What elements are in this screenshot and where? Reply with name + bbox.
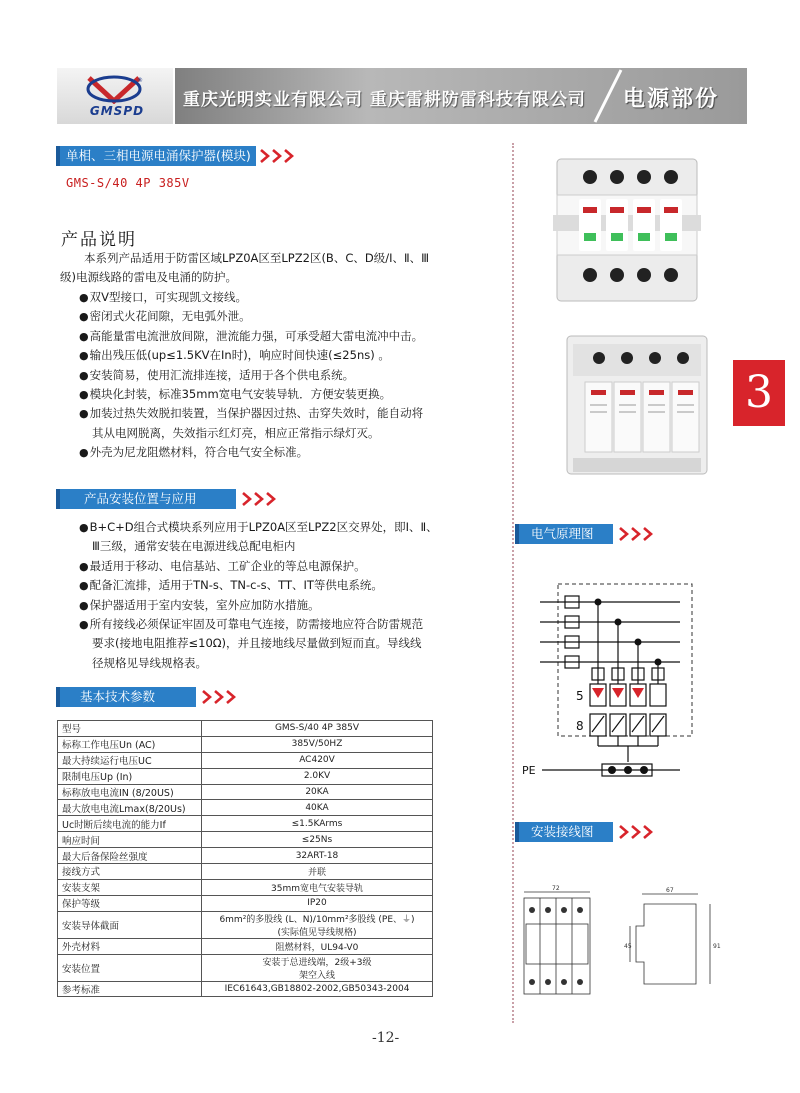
chapter-marker: 3	[733, 360, 785, 426]
spec-value: 20KA	[202, 784, 433, 800]
list-item-continued: 其从电网脱离，失效指示红灯亮，相应正常指示绿灯灭。	[92, 425, 380, 440]
section-title: 电源部份	[623, 87, 720, 112]
spec-value-line: 安装于总进线端，2级+3级	[262, 957, 372, 968]
table-row	[58, 721, 433, 737]
list-item: ● 模块化封装，标准35mm宽电气安装导轨．方便安装更换。	[79, 385, 423, 404]
logo-text: GMSPD	[89, 104, 145, 118]
circuit-schematic	[520, 580, 700, 780]
feature-list	[79, 288, 423, 463]
list-item-continued: Ⅲ三级，通常安装在电源进线总配电柜内	[92, 539, 296, 554]
list-item: ● 安装简易，使用汇流排连接，适用于各个供电系统。	[79, 366, 423, 385]
triple-chevron-icon	[200, 687, 244, 707]
spec-value: 阻燃材料，UL94-V0	[202, 938, 433, 954]
spec-value-line: 架空入线	[298, 970, 335, 981]
page-number: -12-	[372, 1030, 400, 1046]
product-photo-angle	[563, 330, 713, 480]
list-item: ● 配备汇流排，适用于TN-s、TN-c-s、TT、IT等供电系统。	[79, 576, 438, 595]
product-photo-front	[553, 155, 701, 305]
triple-chevron-icon	[240, 489, 284, 509]
spec-value: ≤25Ns	[202, 832, 433, 848]
table-row	[58, 736, 433, 752]
install-tag: 产品安装位置与应用	[60, 489, 236, 509]
list-item: ● 加装过热失效脱扣装置，当保护器因过热、击穿失效时，能自动将	[79, 404, 423, 423]
intro-heading: 产品说明	[61, 230, 137, 250]
spec-table	[57, 720, 433, 997]
wiring-tag: 安装接线图	[519, 822, 613, 842]
intro-line: 本系列产品适用于防雷区域LPZ0A区至LPZ2区(B、C、D级/Ⅰ、Ⅱ、Ⅲ	[84, 251, 430, 265]
dimension-drawings	[514, 884, 744, 1004]
spec-value-line: (实际值见导线规格)	[277, 927, 357, 938]
spec-key: 型号	[58, 721, 202, 737]
spec-value: GMS-S/40 4P 385V	[202, 721, 433, 737]
spec-value: 并联	[202, 864, 433, 880]
spec-key: 响应时间	[58, 832, 202, 848]
spec-key: Uc时断后续电流的能力If	[58, 816, 202, 832]
company-names: 重庆光明实业有限公司 重庆雷耕防雷科技有限公司	[183, 90, 586, 110]
list-item: ● 外壳为尼龙阻燃材料，符合电气安全标准。	[79, 443, 423, 462]
dim-width-72: 72	[552, 885, 560, 892]
spec-value: ≤1.5KArms	[202, 816, 433, 832]
dim-height-45: 45	[624, 943, 632, 950]
dim-width-67: 67	[666, 887, 674, 894]
list-item: ● 高能量雷电流泄放间隙，泄流能力强，可承受超大雷电流冲中击。	[79, 327, 423, 346]
table-row	[58, 800, 433, 816]
principle-tag: 电气原理图	[519, 524, 613, 544]
spec-value: IP20	[202, 895, 433, 911]
table-row	[58, 981, 433, 997]
spec-value: AC420V	[202, 752, 433, 768]
list-item: ● 输出残压低(up≤1.5KV在In时)，响应时间快速(≤25ns) 。	[79, 346, 423, 365]
list-item: ● 所有接线必须保证牢固及可靠电气连接，防需接地应符合防雷规范	[79, 615, 438, 634]
spec-value: 385V/50HZ	[202, 736, 433, 752]
spec-key: 安装位置	[58, 954, 202, 981]
gmspd-logo-icon	[85, 74, 143, 104]
spec-value	[202, 954, 433, 981]
category-tag: 单相、三相电源电涌保护器(模块)	[60, 146, 256, 166]
svg-text:®: ®	[137, 77, 143, 84]
intro-description	[60, 249, 429, 288]
spec-value: 2.0KV	[202, 768, 433, 784]
table-row	[58, 784, 433, 800]
table-row	[58, 768, 433, 784]
install-list	[79, 518, 438, 673]
spec-value: 32ART-18	[202, 848, 433, 864]
list-item: ● 最适用于移动、电信基站、工矿企业的等总电源保护。	[79, 557, 438, 576]
table-row	[58, 832, 433, 848]
specs-tag: 基本技术参数	[60, 687, 196, 707]
spec-key: 安装支架	[58, 879, 202, 895]
spec-key: 接线方式	[58, 864, 202, 880]
schematic-label-pe: PE	[522, 764, 536, 777]
schematic-label-5: 5	[576, 689, 584, 703]
spec-key: 标称工作电压Un (AC)	[58, 736, 202, 752]
spec-value-line: 6mm²的多股线 (L、N)/10mm²多股线 (PE、⏚)	[219, 914, 415, 925]
model-number: GMS-S/40 4P 385V	[66, 176, 190, 190]
spec-key: 安装导体截面	[58, 911, 202, 938]
list-item: ● B+C+D组合式模块系列应用于LPZ0A区至LPZ2区交界处，即Ⅰ、Ⅱ、	[79, 518, 438, 537]
page-header	[57, 68, 747, 124]
table-row	[58, 911, 433, 938]
spec-key: 最大放电电流Lmax(8/20Us)	[58, 800, 202, 816]
spec-value: 35mm宽电气安装导轨	[202, 879, 433, 895]
spec-value: 40KA	[202, 800, 433, 816]
header-slash-divider	[587, 68, 627, 124]
list-item: ● 密闭式火花间隙，无电弧外泄。	[79, 307, 423, 326]
table-row	[58, 895, 433, 911]
spec-key: 标称放电电流IN (8/20US)	[58, 784, 202, 800]
intro-line: 级)电源线路的雷电及电涌的防护。	[60, 270, 237, 285]
triple-chevron-icon	[258, 146, 302, 166]
spec-value: IEC61643,GB18802-2002,GB50343-2004	[202, 981, 433, 997]
table-row	[58, 879, 433, 895]
triple-chevron-icon	[617, 822, 661, 842]
table-row	[58, 816, 433, 832]
schematic-label-8: 8	[576, 719, 584, 733]
spec-key: 外壳材料	[58, 938, 202, 954]
spec-key: 最大持续运行电压UC	[58, 752, 202, 768]
table-row	[58, 752, 433, 768]
table-row	[58, 848, 433, 864]
list-item: ● 双V型接口，可实现凯文接线。	[79, 288, 423, 307]
spec-key: 参考标准	[58, 981, 202, 997]
spec-value	[202, 911, 433, 938]
triple-chevron-icon	[617, 524, 661, 544]
table-row	[58, 954, 433, 981]
list-item-continued: 要求(接地电阻推荐≤10Ω)，并且接地线尽量做到短而直。导线线	[92, 636, 422, 651]
dim-height-91: 91	[713, 943, 721, 950]
table-row	[58, 938, 433, 954]
logo	[57, 68, 175, 124]
list-item-continued: 径规格见导线规格表。	[92, 655, 207, 670]
spec-key: 最大后备保险丝强度	[58, 848, 202, 864]
list-item: ● 保护器适用于室内安装，室外应加防水措施。	[79, 596, 438, 615]
table-row	[58, 864, 433, 880]
spec-key: 保护等级	[58, 895, 202, 911]
spec-key: 限制电压Up (In)	[58, 768, 202, 784]
